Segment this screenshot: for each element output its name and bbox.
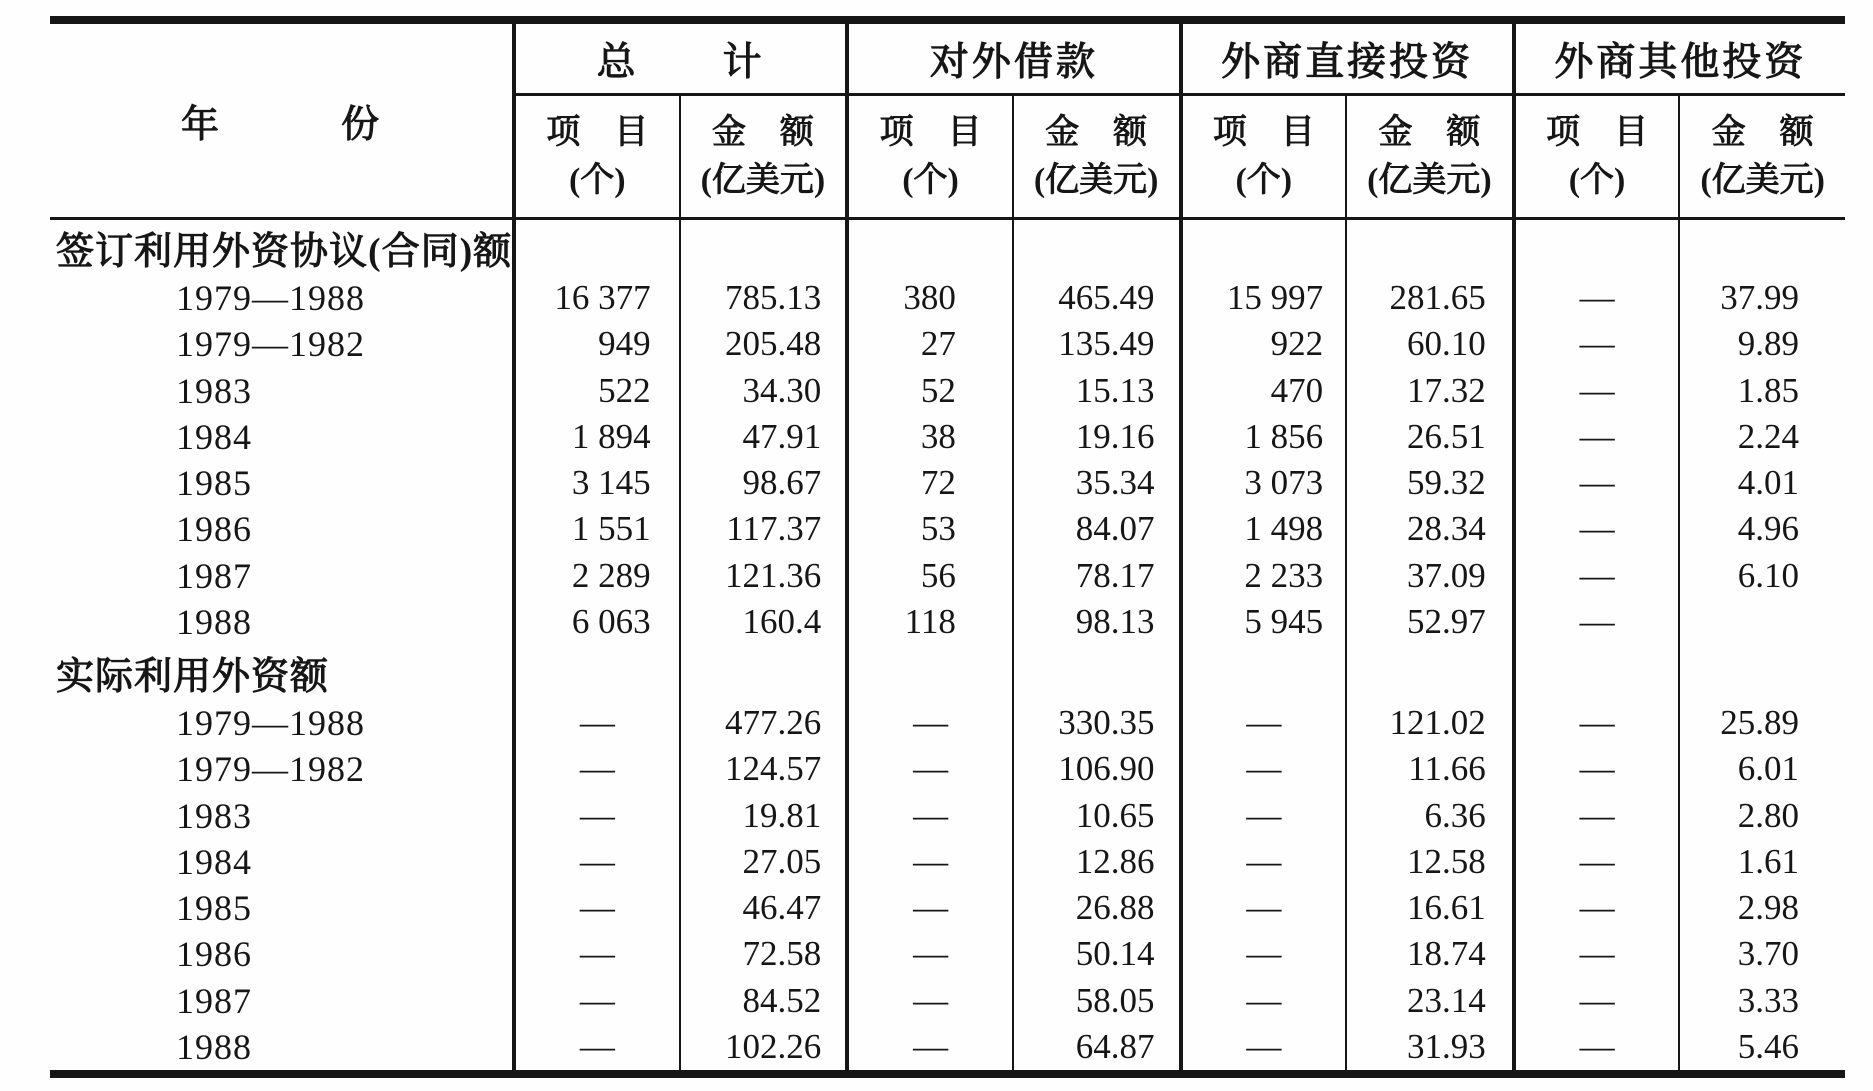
year-label: 1979—1988	[176, 703, 365, 744]
group-header-other-foreign-investment: 外商其他投资	[1512, 24, 1845, 96]
data-cell: 121.02	[1345, 700, 1512, 746]
data-cell: 17.32	[1345, 368, 1512, 414]
data-cell	[1012, 645, 1179, 700]
data-cell: 949	[512, 321, 679, 367]
data-cell	[1678, 645, 1845, 700]
data-cell: 5.46	[1678, 1024, 1845, 1070]
projects-label: 项 目	[1546, 113, 1649, 151]
data-cell: 135.49	[1012, 321, 1179, 367]
data-cell	[1512, 220, 1679, 275]
data-cell: 27.05	[679, 839, 846, 885]
data-cell: 1 498	[1179, 506, 1346, 552]
data-cell: 78.17	[1012, 553, 1179, 599]
data-cell: 84.07	[1012, 506, 1179, 552]
data-cell: 1 894	[512, 414, 679, 460]
foreign-capital-utilization-table	[50, 16, 1845, 1078]
data-cell: 84.52	[679, 978, 846, 1024]
amount-unit-label: (亿美元)	[1033, 161, 1159, 199]
data-cell: 2.24	[1678, 414, 1845, 460]
data-cell: 56	[845, 553, 1012, 599]
data-cell: 3 073	[1179, 460, 1346, 506]
data-cell	[845, 645, 1012, 700]
year-label: 1979—1982	[176, 324, 365, 365]
data-cell: 26.88	[1012, 885, 1179, 931]
data-cell: 281.65	[1345, 275, 1512, 321]
data-cell: 4.96	[1678, 506, 1845, 552]
data-cell: 4.01	[1678, 460, 1845, 506]
data-cell: 46.47	[679, 885, 846, 931]
data-cell	[845, 220, 1012, 275]
data-cell: —	[1512, 746, 1679, 792]
data-cell: 3 145	[512, 460, 679, 506]
year-label: 1979—1988	[176, 278, 365, 319]
data-cell: 18.74	[1345, 931, 1512, 977]
data-cell	[1179, 220, 1346, 275]
data-cell: —	[845, 746, 1012, 792]
year-label: 1984	[176, 416, 252, 457]
data-cell: 465.49	[1012, 275, 1179, 321]
data-cell: —	[512, 931, 679, 977]
subheader-fdi-amount	[1345, 96, 1512, 220]
subheader-fdi-projects	[1179, 96, 1346, 220]
data-cell: —	[1179, 978, 1346, 1024]
data-cell: 522	[512, 368, 679, 414]
data-cell: 2 233	[1179, 553, 1346, 599]
group-header-foreign-loans: 对外借款	[845, 24, 1178, 96]
data-cell: —	[845, 978, 1012, 1024]
data-cell: 2 289	[512, 553, 679, 599]
data-cell: 23.14	[1345, 978, 1512, 1024]
year-label: 1988	[176, 601, 252, 642]
data-cell: —	[1179, 931, 1346, 977]
data-cell: —	[512, 885, 679, 931]
data-cell: —	[1512, 885, 1679, 931]
data-cell: 58.05	[1012, 978, 1179, 1024]
section-title: 实际利用外资额	[56, 656, 330, 698]
year-label: 1979—1982	[176, 749, 365, 790]
data-cell: —	[1512, 978, 1679, 1024]
subheader-loans-amount	[1012, 96, 1179, 220]
data-cell	[1678, 599, 1845, 645]
data-cell: —	[512, 793, 679, 839]
data-cell: 6 063	[512, 599, 679, 645]
data-cell: —	[845, 700, 1012, 746]
data-cell	[512, 220, 679, 275]
data-cell: 38	[845, 414, 1012, 460]
data-cell: —	[512, 839, 679, 885]
data-cell: 34.30	[679, 368, 846, 414]
year-label: 1986	[176, 509, 252, 550]
projects-unit-label: (个)	[902, 161, 959, 199]
amount-unit-label: (亿美元)	[1367, 161, 1492, 199]
data-cell: —	[1512, 1024, 1679, 1070]
subheader-other-projects	[1512, 96, 1679, 220]
data-cell: 102.26	[679, 1024, 846, 1070]
data-cell: —	[512, 700, 679, 746]
data-cell: —	[845, 931, 1012, 977]
data-cell: 25.89	[1678, 700, 1845, 746]
data-cell: 380	[845, 275, 1012, 321]
data-cell: —	[845, 885, 1012, 931]
data-cell: 98.13	[1012, 599, 1179, 645]
amount-label: 金 额	[1378, 113, 1481, 151]
data-cell: —	[1512, 321, 1679, 367]
data-cell: 11.66	[1345, 746, 1512, 792]
data-cell: 72	[845, 460, 1012, 506]
data-cell	[1512, 645, 1679, 700]
amount-label: 金 额	[1711, 113, 1814, 151]
data-cell: —	[1179, 885, 1346, 931]
year-label: 1988	[176, 1026, 252, 1067]
data-cell: 64.87	[1012, 1024, 1179, 1070]
data-cell: 10.65	[1012, 793, 1179, 839]
subheader-other-amount	[1678, 96, 1845, 220]
year-column-header: 年 份	[50, 24, 512, 220]
data-cell: —	[1179, 1024, 1346, 1070]
data-cell: 785.13	[679, 275, 846, 321]
data-cell: —	[1512, 275, 1679, 321]
projects-label: 项 目	[546, 113, 649, 151]
data-cell: 31.93	[1345, 1024, 1512, 1070]
subheader-total-amount	[679, 96, 846, 220]
data-cell	[1678, 220, 1845, 275]
year-label: 1983	[176, 370, 252, 411]
data-cell: 12.86	[1012, 839, 1179, 885]
data-cell: 35.34	[1012, 460, 1179, 506]
data-cell: 19.16	[1012, 414, 1179, 460]
data-cell: —	[1512, 414, 1679, 460]
data-cell: 160.4	[679, 599, 846, 645]
data-cell: 27	[845, 321, 1012, 367]
data-cell: 2.98	[1678, 885, 1845, 931]
data-cell: 15 997	[1179, 275, 1346, 321]
data-cell: —	[1512, 599, 1679, 645]
data-cell: 16.61	[1345, 885, 1512, 931]
group-header-foreign-direct-investment: 外商直接投资	[1179, 24, 1512, 96]
data-cell: 52.97	[1345, 599, 1512, 645]
data-cell: 3.70	[1678, 931, 1845, 977]
data-cell: 1 856	[1179, 414, 1346, 460]
data-cell: —	[512, 1024, 679, 1070]
subheader-total-projects	[512, 96, 679, 220]
data-cell: 26.51	[1345, 414, 1512, 460]
group-header-total: 总 计	[512, 24, 845, 96]
data-cell: —	[512, 746, 679, 792]
data-cell: 16 377	[512, 275, 679, 321]
data-cell: 117.37	[679, 506, 846, 552]
data-cell: —	[1512, 793, 1679, 839]
subheader-loans-projects	[845, 96, 1012, 220]
year-label: 1985	[176, 463, 252, 504]
data-cell: —	[1512, 368, 1679, 414]
data-cell: 53	[845, 506, 1012, 552]
year-label: 1987	[176, 980, 252, 1021]
data-cell: —	[1179, 700, 1346, 746]
data-cell: 6.10	[1678, 553, 1845, 599]
data-cell: 28.34	[1345, 506, 1512, 552]
data-cell: 5 945	[1179, 599, 1346, 645]
data-cell: —	[1179, 793, 1346, 839]
amount-label: 金 额	[711, 113, 814, 151]
year-label: 1984	[176, 841, 252, 882]
data-cell: 37.99	[1678, 275, 1845, 321]
data-cell: 1.85	[1678, 368, 1845, 414]
data-cell: 3.33	[1678, 978, 1845, 1024]
data-cell: 2.80	[1678, 793, 1845, 839]
data-cell: 1 551	[512, 506, 679, 552]
projects-label: 项 目	[879, 113, 982, 151]
data-cell: —	[512, 978, 679, 1024]
data-cell: —	[1179, 746, 1346, 792]
projects-label: 项 目	[1212, 113, 1315, 151]
data-cell: 118	[845, 599, 1012, 645]
data-cell: 50.14	[1012, 931, 1179, 977]
data-cell: 59.32	[1345, 460, 1512, 506]
projects-unit-label: (个)	[568, 161, 626, 199]
data-cell: 124.57	[679, 746, 846, 792]
data-cell	[1179, 645, 1346, 700]
data-cell: 47.91	[679, 414, 846, 460]
year-label: 1983	[176, 795, 252, 836]
data-cell: —	[845, 839, 1012, 885]
data-cell: 330.35	[1012, 700, 1179, 746]
data-cell: 37.09	[1345, 553, 1512, 599]
data-cell: —	[1512, 700, 1679, 746]
data-cell: 205.48	[679, 321, 846, 367]
data-cell: 1.61	[1678, 839, 1845, 885]
data-cell: 15.13	[1012, 368, 1179, 414]
data-cell	[1345, 645, 1512, 700]
data-cell: 6.01	[1678, 746, 1845, 792]
projects-unit-label: (个)	[1568, 161, 1626, 199]
section-title: 签订利用外资协议(合同)额	[56, 231, 513, 273]
data-cell: 60.10	[1345, 321, 1512, 367]
year-label: 1986	[176, 934, 252, 975]
amount-label: 金 额	[1045, 113, 1148, 151]
data-cell: —	[1179, 839, 1346, 885]
data-cell	[679, 220, 846, 275]
data-cell	[512, 645, 679, 700]
amount-unit-label: (亿美元)	[1700, 161, 1826, 199]
data-cell: —	[1512, 506, 1679, 552]
data-cell: —	[845, 1024, 1012, 1070]
data-cell: —	[1512, 460, 1679, 506]
data-cell: 98.67	[679, 460, 846, 506]
data-cell: —	[1512, 931, 1679, 977]
year-label: 1987	[176, 555, 252, 596]
data-cell: —	[1512, 553, 1679, 599]
data-cell: 121.36	[679, 553, 846, 599]
data-cell	[1345, 220, 1512, 275]
data-cell: 922	[1179, 321, 1346, 367]
data-cell: 470	[1179, 368, 1346, 414]
data-cell: 72.58	[679, 931, 846, 977]
data-cell: —	[845, 793, 1012, 839]
data-cell: 477.26	[679, 700, 846, 746]
data-cell: 6.36	[1345, 793, 1512, 839]
data-cell: 52	[845, 368, 1012, 414]
data-cell: 106.90	[1012, 746, 1179, 792]
data-cell: 12.58	[1345, 839, 1512, 885]
data-cell: —	[1512, 839, 1679, 885]
data-cell	[1012, 220, 1179, 275]
data-cell	[679, 645, 846, 700]
data-cell: 19.81	[679, 793, 846, 839]
projects-unit-label: (个)	[1235, 161, 1293, 199]
data-cell: 9.89	[1678, 321, 1845, 367]
year-label: 1985	[176, 888, 252, 929]
amount-unit-label: (亿美元)	[700, 161, 826, 199]
